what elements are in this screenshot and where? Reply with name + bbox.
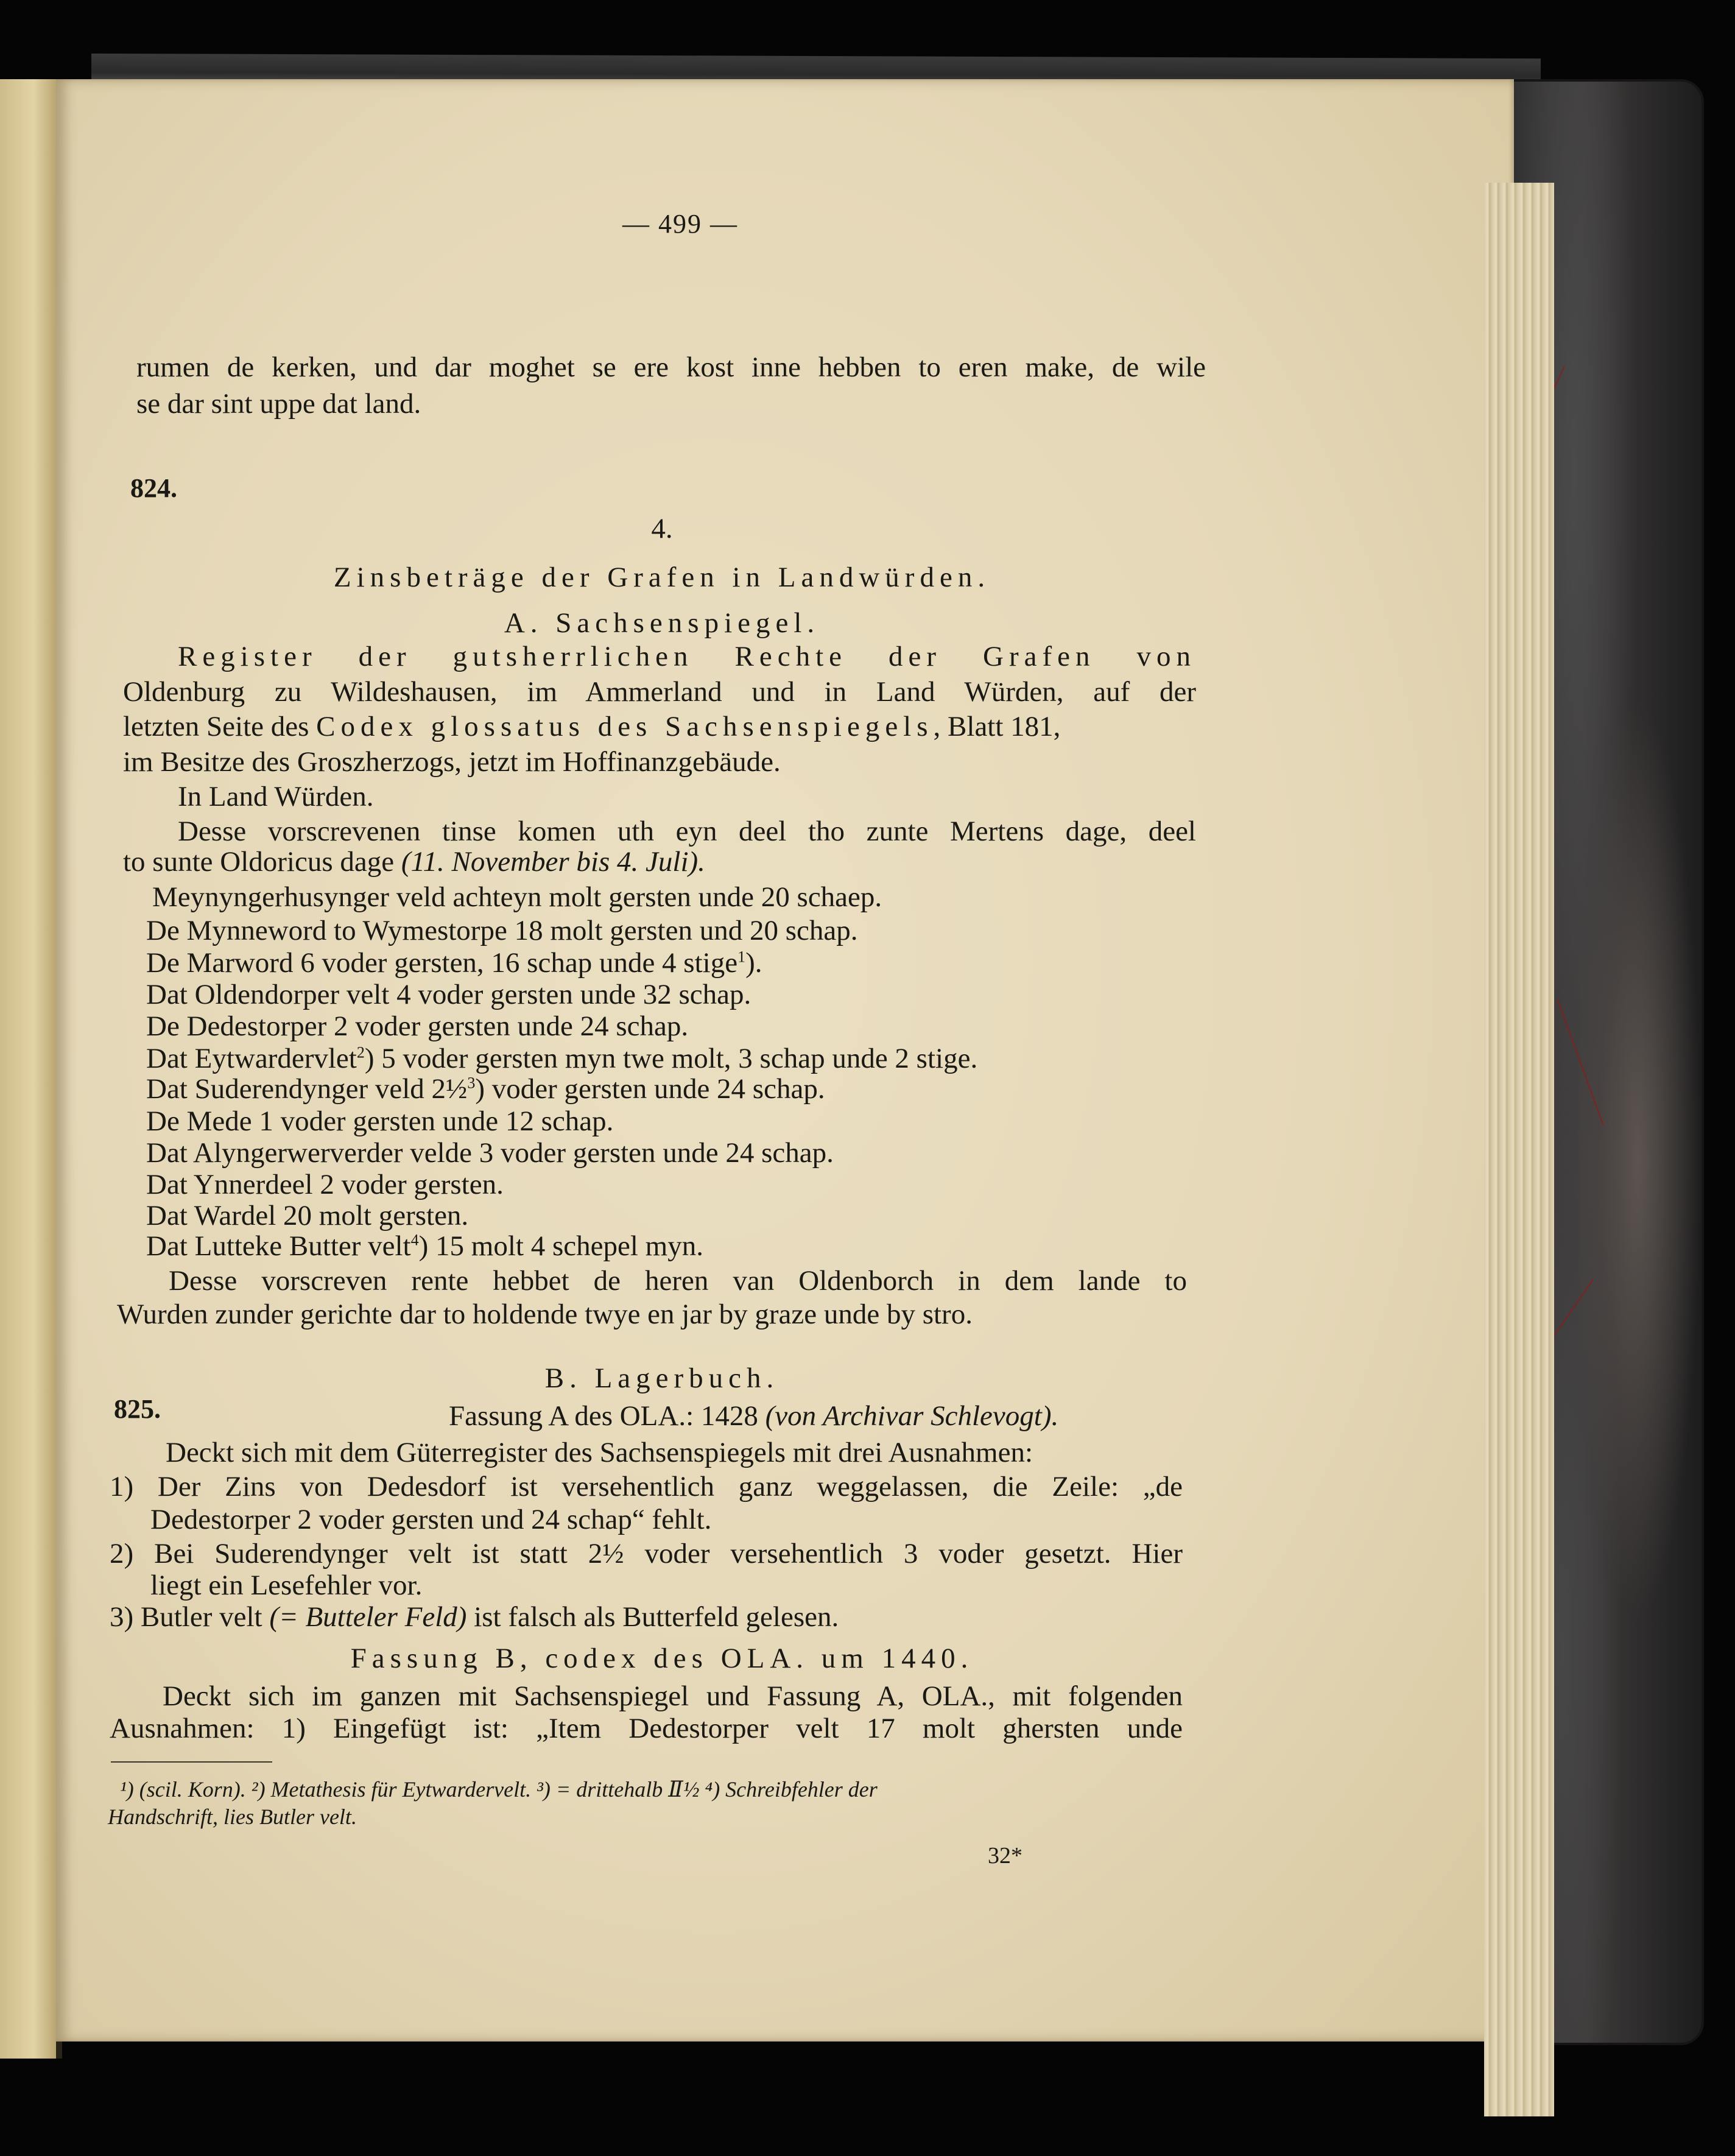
marble-vein [1557,999,1603,1125]
text-line: Deckt sich mit dem Güterregister des Sachsenspiegels mit drei Ausnahmen: [166,1437,1033,1468]
previous-page-edge [0,79,60,2059]
text-line [123,713,1196,741]
text-line: 2) Bei Suderendynger velt ist statt 2½ voder versehentlich 3 voder gesetzt. Hier [110,1538,1183,1569]
footnote-rule [111,1761,272,1763]
page-number: — 499 — [622,209,738,239]
text-line: Desse vorscreven rente hebbet de heren van Oldenborch in dem lande to [169,1265,1187,1297]
footnote-ref: 4 [410,1231,419,1249]
text-span: ist falsch als Butterfeld gelesen. [466,1601,839,1633]
footnote-ref: 1 [737,948,746,966]
text-line: Desse vorscrevenen tinse komen uth eyn deel tho zunte Mertens dage, deel [178,816,1196,847]
list-item [146,949,762,978]
list-item: Dat Oldendorper velt 4 voder gersten unde 32 schap. [146,979,751,1010]
italic-span: (von Archivar Schlevogt). [765,1400,1059,1432]
list-item: Dat Alyngerwerverder velde 3 voder gersten unde 24 schap. [146,1137,834,1169]
text-span: to sunte Oldoricus dage [123,846,401,878]
subsection-heading: A. Sachsenspiegel. [504,607,820,639]
text-span: Dat Suderendynger veld 2½ [146,1073,468,1105]
text-span: ). [745,947,762,979]
spaced-title: Codex glossatus des Sachsenspiegels [316,711,934,742]
list-item: Dat Ynnerdeel 2 voder gersten. [146,1169,504,1200]
italic-span: (= Butteler Feld) [269,1601,467,1633]
page-edges [1484,183,1554,2116]
text-span: letzten Seite des [123,711,317,742]
text-span: Fassung A des OLA.: 1428 [449,1400,765,1432]
text-span: ) 15 molt 4 schepel myn. [418,1230,703,1262]
list-item: Meynyngerhusynger veld achteyn molt gersten unde 20 schaep. [152,881,882,913]
text-line: Oldenburg zu Wildeshausen, im Ammerland und in Land Würden, auf der [123,676,1196,708]
text-span: 3) Butler velt [110,1601,270,1633]
signature-mark: 32* [988,1843,1022,1869]
list-item: De Mede 1 voder gersten unde 12 schap. [146,1105,614,1137]
footnote: ¹) (scil. Korn). ²) Metathesis für Eytwardervelt. ³) = drittehalb Ⅱ½ ⁴) Schreibfehler der [120,1777,878,1802]
list-item [146,1075,825,1104]
text-line: Deckt sich im ganzen mit Sachsenspiegel und Fassung A, OLA., mit folgenden [163,1680,1183,1712]
book-page [56,79,1514,2042]
text-line: Ausnahmen: 1) Eingefügt ist: „Item Dedestorper velt 17 molt ghersten unde [110,1713,1183,1744]
section-heading: Zinsbeträge der Grafen in Landwürden. [333,562,991,593]
list-item: De Mynneword to Wymestorpe 18 molt gersten und 20 schap. [146,915,858,946]
subsection-heading: Fassung B, codex des OLA. um 1440. [350,1643,974,1674]
text-span: ) 5 voder gersten myn twe molt, 3 schap unde 2 stige. [364,1043,978,1074]
text-line: In Land Würden. [178,781,374,812]
text-line [110,1603,839,1632]
subsection-heading: B. Lagerbuch. [544,1362,780,1394]
list-item: De Dedestorper 2 voder gersten unde 24 schap. [146,1010,689,1042]
list-item: Dat Wardel 20 molt gersten. [146,1200,469,1231]
footnote-ref: 3 [467,1074,476,1092]
text-line [449,1402,1058,1431]
text-span: ) voder gersten unde 24 schap. [475,1073,825,1105]
section-number: 4. [651,513,673,544]
text-line: Wurden zunder gerichte dar to holdende twye en jar by graze unde by stro. [117,1298,973,1330]
text-line: Register der gutsherrlichen Rechte der Grafen von [178,641,1196,672]
text-span: Dat Eytwardervlet [146,1043,357,1074]
list-item [146,1232,703,1261]
text-line: im Besitze des Groszherzogs, jetzt im Hoffinanzgebäude. [123,746,781,778]
footnote-ref: 2 [356,1043,365,1062]
text-line: se dar sint uppe dat land. [136,388,421,420]
text-line [123,848,705,876]
document-number: 824. [130,473,177,503]
list-item [146,1045,977,1073]
text-line: 1) Der Zins von Dedesdorf ist versehentlich ganz weggelassen, die Zeile: „de [110,1471,1183,1503]
text-span: Dat Lutteke Butter velt [146,1230,411,1262]
text-line: Dedestorper 2 voder gersten und 24 schap“ fehlt. [150,1504,712,1535]
text-span: , Blatt 181, [933,711,1061,742]
document-number: 825. [114,1394,161,1424]
text-line: rumen de kerken, und dar moghet se ere kost inne hebben to eren make, de wile [136,351,1206,383]
footnote: Handschrift, lies Butler velt. [108,1805,357,1829]
italic-span: (11. November bis 4. Juli). [401,846,705,878]
text-line: liegt ein Lesefehler vor. [150,1569,423,1601]
text-span: De Marword 6 voder gersten, 16 schap unde 4 stige [146,947,738,979]
